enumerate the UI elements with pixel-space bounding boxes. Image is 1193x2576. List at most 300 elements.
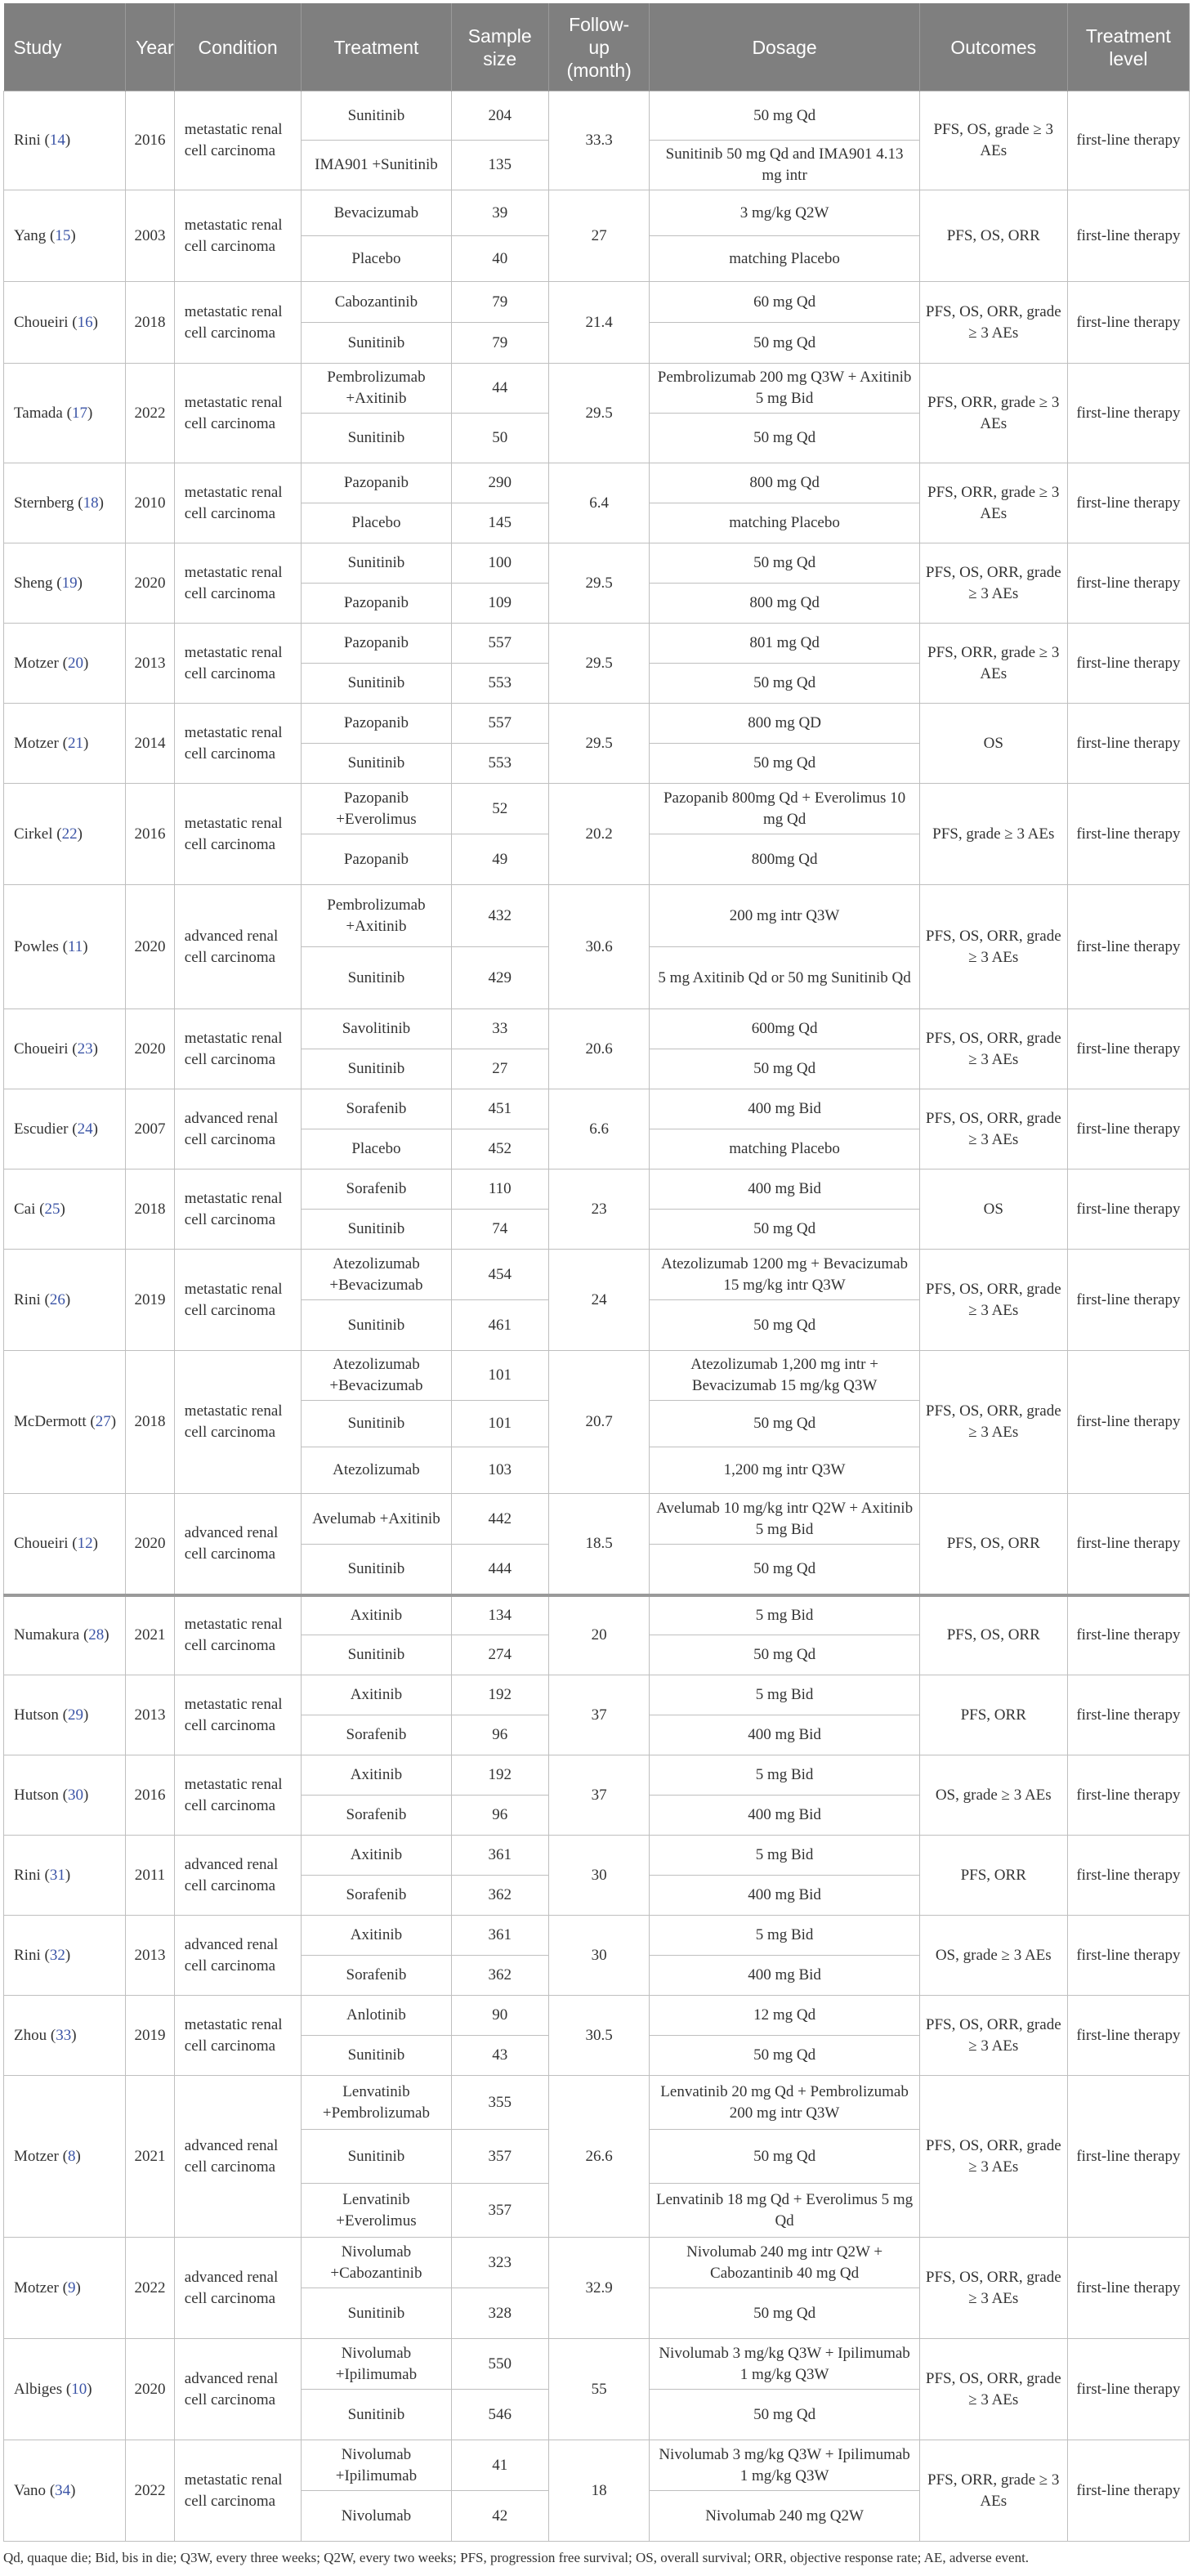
sample-size-cell: 44: [451, 364, 548, 414]
treatment-cell: Sunitinib: [302, 543, 451, 584]
year-cell: 2011: [126, 1836, 175, 1916]
reference-link[interactable]: 22: [61, 825, 78, 843]
dosage-cell: Avelumab 10 mg/kg intr Q2W + Axitinib 5 mg Bid: [650, 1494, 919, 1545]
year-cell: 2003: [126, 190, 175, 282]
reference-link[interactable]: 9: [67, 2279, 76, 2296]
header-dosage: Dosage: [650, 3, 919, 92]
reference-link[interactable]: 11: [67, 937, 83, 955]
dosage-cell: 50 mg Qd: [650, 1635, 919, 1675]
outcomes-cell: PFS, OS, ORR: [919, 190, 1067, 282]
study-cell: Rini (26): [4, 1250, 126, 1351]
outcomes-cell: PFS, OS, ORR, grade ≥ 3 AEs: [919, 2076, 1067, 2238]
treatment-cell: Sorafenib: [302, 1796, 451, 1836]
study-cell: Hutson (29): [4, 1675, 126, 1755]
treatment-cell: Sorafenib: [302, 1715, 451, 1755]
reference-link[interactable]: 14: [49, 132, 65, 149]
dosage-cell: Nivolumab 3 mg/kg Q3W + Ipilimumab 1 mg/kg Q3W: [650, 2339, 919, 2390]
treatment-level-cell: first-line therapy: [1067, 885, 1189, 1009]
follow-up-cell: 29.5: [548, 364, 650, 463]
sample-size-cell: 553: [451, 664, 548, 704]
study-author: Sternberg: [14, 494, 74, 512]
study-author: Albiges: [14, 2380, 63, 2398]
year-cell: 2016: [126, 784, 175, 885]
sample-size-cell: 41: [451, 2440, 548, 2491]
treatment-cell: Sorafenib: [302, 1089, 451, 1129]
treatment-cell: Sunitinib: [302, 2390, 451, 2440]
year-cell: 2020: [126, 1009, 175, 1089]
treatment-level-cell: first-line therapy: [1067, 1494, 1189, 1595]
treatment-cell: Pazopanib: [302, 624, 451, 664]
follow-up-cell: 30.6: [548, 885, 650, 1009]
dosage-cell: 5 mg Bid: [650, 1595, 919, 1635]
reference-link[interactable]: 31: [49, 1866, 65, 1884]
outcomes-cell: PFS, grade ≥ 3 AEs: [919, 784, 1067, 885]
sample-size-cell: 79: [451, 323, 548, 364]
dosage-cell: matching Placebo: [650, 503, 919, 543]
follow-up-cell: 20.7: [548, 1351, 650, 1494]
sample-size-cell: 74: [451, 1210, 548, 1250]
year-cell: 2010: [126, 463, 175, 543]
dosage-cell: Sunitinib 50 mg Qd and IMA901 4.13 mg intr: [650, 141, 919, 190]
dosage-cell: Lenvatinib 20 mg Qd + Pembrolizumab 200 mg intr Q3W: [650, 2076, 919, 2130]
header-year: Year: [126, 3, 175, 92]
treatment-level-cell: first-line therapy: [1067, 1250, 1189, 1351]
follow-up-cell: 20: [548, 1595, 650, 1675]
condition-cell: metastatic renal cell carcinoma: [174, 1595, 302, 1675]
condition-cell: metastatic renal cell carcinoma: [174, 92, 302, 190]
treatment-cell: Sunitinib: [302, 2288, 451, 2339]
dosage-cell: 200 mg intr Q3W: [650, 885, 919, 947]
sample-size-cell: 454: [451, 1250, 548, 1300]
follow-up-cell: 20.2: [548, 784, 650, 885]
reference-link[interactable]: 19: [61, 574, 78, 592]
sample-size-cell: 33: [451, 1009, 548, 1049]
treatment-cell: Anlotinib: [302, 1996, 451, 2036]
sample-size-cell: 103: [451, 1447, 548, 1494]
dosage-cell: 50 mg Qd: [650, 543, 919, 584]
reference-link[interactable]: 26: [49, 1290, 65, 1308]
treatment-cell: Sunitinib: [302, 664, 451, 704]
condition-cell: metastatic renal cell carcinoma: [174, 364, 302, 463]
condition-cell: advanced renal cell carcinoma: [174, 885, 302, 1009]
reference-link[interactable]: 12: [77, 1534, 93, 1552]
follow-up-cell: 32.9: [548, 2238, 650, 2339]
sample-size-cell: 96: [451, 1715, 548, 1755]
follow-up-cell: 6.4: [548, 463, 650, 543]
condition-cell: advanced renal cell carcinoma: [174, 1089, 302, 1169]
treatment-level-cell: first-line therapy: [1067, 92, 1189, 190]
year-cell: 2018: [126, 1351, 175, 1494]
follow-up-cell: 33.3: [548, 92, 650, 190]
reference-link[interactable]: 29: [67, 1706, 83, 1724]
treatment-cell: Bevacizumab: [302, 190, 451, 236]
treatment-level-cell: first-line therapy: [1067, 463, 1189, 543]
sample-size-cell: 109: [451, 584, 548, 624]
sample-size-cell: 101: [451, 1351, 548, 1401]
dosage-cell: Atezolizumab 1200 mg + Bevacizumab 15 mg/kg intr Q3W: [650, 1250, 919, 1300]
dosage-cell: 50 mg Qd: [650, 1300, 919, 1351]
reference-link[interactable]: 10: [71, 2380, 87, 2398]
reference-link[interactable]: 8: [67, 2147, 76, 2165]
reference-link[interactable]: 21: [67, 734, 83, 752]
table-row: [4, 364, 1190, 414]
follow-up-cell: 29.5: [548, 624, 650, 704]
sample-size-cell: 42: [451, 2491, 548, 2542]
dosage-cell: 400 mg Bid: [650, 1169, 919, 1210]
outcomes-cell: PFS, OS, ORR, grade ≥ 3 AEs: [919, 1351, 1067, 1494]
condition-cell: advanced renal cell carcinoma: [174, 2076, 302, 2238]
year-cell: 2013: [126, 624, 175, 704]
dosage-cell: 801 mg Qd: [650, 624, 919, 664]
treatment-level-cell: first-line therapy: [1067, 364, 1189, 463]
condition-cell: metastatic renal cell carcinoma: [174, 704, 302, 784]
dosage-cell: matching Placebo: [650, 236, 919, 282]
treatment-level-cell: first-line therapy: [1067, 704, 1189, 784]
study-author: Hutson: [14, 1706, 59, 1724]
reference-link[interactable]: 28: [88, 1626, 105, 1644]
follow-up-cell: 18: [548, 2440, 650, 2542]
study-author: Tamada: [14, 404, 63, 422]
condition-cell: advanced renal cell carcinoma: [174, 1916, 302, 1996]
outcomes-cell: OS: [919, 1169, 1067, 1250]
treatment-cell: Sunitinib: [302, 1049, 451, 1089]
dosage-cell: 60 mg Qd: [650, 282, 919, 323]
year-cell: 2021: [126, 2076, 175, 2238]
sample-size-cell: 328: [451, 2288, 548, 2339]
sample-size-cell: 290: [451, 463, 548, 503]
treatment-level-cell: first-line therapy: [1067, 1996, 1189, 2076]
treatment-level-cell: first-line therapy: [1067, 1675, 1189, 1755]
dosage-cell: Lenvatinib 18 mg Qd + Everolimus 5 mg Qd: [650, 2184, 919, 2238]
table-row: [4, 1836, 1190, 1876]
study-author: Rini: [14, 132, 41, 149]
treatment-cell: Pazopanib: [302, 704, 451, 744]
study-cell: Choueiri (12): [4, 1494, 126, 1595]
sample-size-cell: 40: [451, 236, 548, 282]
sample-size-cell: 362: [451, 1956, 548, 1996]
outcomes-cell: PFS, OS, grade ≥ 3 AEs: [919, 92, 1067, 190]
dosage-cell: Nivolumab 240 mg intr Q2W + Cabozantinib 40 mg Qd: [650, 2238, 919, 2288]
reference-link[interactable]: 23: [77, 1040, 93, 1058]
condition-cell: advanced renal cell carcinoma: [174, 2238, 302, 2339]
table-row: [4, 1169, 1190, 1210]
follow-up-cell: 20.6: [548, 1009, 650, 1089]
table-body: [4, 92, 1190, 2542]
follow-up-cell: 37: [548, 1675, 650, 1755]
study-cell: Cirkel (22): [4, 784, 126, 885]
sample-size-cell: 429: [451, 947, 548, 1009]
outcomes-cell: OS: [919, 704, 1067, 784]
study-cell: Cai (25): [4, 1169, 126, 1250]
table-row: [4, 1351, 1190, 1401]
treatment-cell: Atezolizumab +Bevacizumab: [302, 1351, 451, 1401]
year-cell: 2022: [126, 2440, 175, 2542]
outcomes-cell: PFS, OS, ORR, grade ≥ 3 AEs: [919, 2238, 1067, 2339]
study-author: Hutson: [14, 1786, 59, 1804]
treatment-cell: Sunitinib: [302, 947, 451, 1009]
outcomes-cell: PFS, ORR, grade ≥ 3 AEs: [919, 463, 1067, 543]
treatment-level-cell: first-line therapy: [1067, 1351, 1189, 1494]
study-cell: Powles (11): [4, 885, 126, 1009]
study-cell: Vano (34): [4, 2440, 126, 2542]
dosage-cell: 5 mg Bid: [650, 1675, 919, 1715]
reference-link[interactable]: 18: [83, 494, 99, 512]
sample-size-cell: 357: [451, 2184, 548, 2238]
study-cell: Numakura (28): [4, 1595, 126, 1675]
table-row: [4, 2339, 1190, 2390]
dosage-cell: 400 mg Bid: [650, 1796, 919, 1836]
follow-up-cell: 37: [548, 1755, 650, 1836]
study-cell: Zhou (33): [4, 1996, 126, 2076]
year-cell: 2013: [126, 1675, 175, 1755]
dosage-cell: 400 mg Bid: [650, 1876, 919, 1916]
study-cell: Choueiri (16): [4, 282, 126, 364]
year-cell: 2007: [126, 1089, 175, 1169]
treatment-cell: Pembrolizumab +Axitinib: [302, 364, 451, 414]
outcomes-cell: PFS, OS, ORR, grade ≥ 3 AEs: [919, 543, 1067, 624]
dosage-cell: Nivolumab 240 mg Q2W: [650, 2491, 919, 2542]
table-row: [4, 1089, 1190, 1129]
condition-cell: metastatic renal cell carcinoma: [174, 1675, 302, 1755]
sample-size-cell: 50: [451, 414, 548, 463]
condition-cell: metastatic renal cell carcinoma: [174, 1009, 302, 1089]
sample-size-cell: 361: [451, 1836, 548, 1876]
treatment-level-cell: first-line therapy: [1067, 2238, 1189, 2339]
reference-link[interactable]: 20: [67, 654, 83, 672]
year-cell: 2018: [126, 282, 175, 364]
reference-link[interactable]: 32: [49, 1946, 65, 1964]
study-author: Motzer: [14, 2279, 59, 2296]
study-author: Cai: [14, 1200, 36, 1218]
condition-cell: metastatic renal cell carcinoma: [174, 463, 302, 543]
treatment-level-cell: first-line therapy: [1067, 190, 1189, 282]
treatment-level-cell: first-line therapy: [1067, 2339, 1189, 2440]
header-treatment-level: Treatment level: [1067, 3, 1189, 92]
treatment-cell: Axitinib: [302, 1916, 451, 1956]
sample-size-cell: 192: [451, 1675, 548, 1715]
table-row: [4, 1494, 1190, 1545]
dosage-cell: 50 mg Qd: [650, 2390, 919, 2440]
treatment-cell: Nivolumab: [302, 2491, 451, 2542]
reference-link[interactable]: 30: [67, 1786, 83, 1804]
dosage-cell: 50 mg Qd: [650, 414, 919, 463]
table-row: [4, 784, 1190, 834]
sample-size-cell: 100: [451, 543, 548, 584]
studies-table: [3, 3, 1190, 2542]
study-cell: McDermott (27): [4, 1351, 126, 1494]
study-cell: Hutson (30): [4, 1755, 126, 1836]
reference-link[interactable]: 16: [77, 313, 93, 331]
year-cell: 2020: [126, 2339, 175, 2440]
sample-size-cell: 557: [451, 704, 548, 744]
header-outcomes: Outcomes: [919, 3, 1067, 92]
table-row: [4, 2238, 1190, 2288]
dosage-cell: 3 mg/kg Q2W: [650, 190, 919, 236]
reference-link[interactable]: 33: [56, 2026, 72, 2044]
treatment-cell: Sorafenib: [302, 1876, 451, 1916]
outcomes-cell: PFS, ORR: [919, 1675, 1067, 1755]
condition-cell: metastatic renal cell carcinoma: [174, 624, 302, 704]
sample-size-cell: 192: [451, 1755, 548, 1796]
condition-cell: metastatic renal cell carcinoma: [174, 190, 302, 282]
treatment-level-cell: first-line therapy: [1067, 1836, 1189, 1916]
dosage-cell: 50 mg Qd: [650, 1049, 919, 1089]
follow-up-cell: 55: [548, 2339, 650, 2440]
treatment-cell: Placebo: [302, 503, 451, 543]
treatment-cell: Axitinib: [302, 1836, 451, 1876]
reference-link[interactable]: 34: [55, 2481, 71, 2499]
sample-size-cell: 362: [451, 1876, 548, 1916]
condition-cell: metastatic renal cell carcinoma: [174, 282, 302, 364]
outcomes-cell: PFS, OS, ORR, grade ≥ 3 AEs: [919, 885, 1067, 1009]
treatment-cell: Sunitinib: [302, 1300, 451, 1351]
study-cell: Motzer (21): [4, 704, 126, 784]
table-row: [4, 190, 1190, 236]
outcomes-cell: PFS, ORR, grade ≥ 3 AEs: [919, 2440, 1067, 2542]
treatment-cell: Placebo: [302, 1129, 451, 1169]
reference-link[interactable]: 15: [55, 226, 71, 244]
sample-size-cell: 52: [451, 784, 548, 834]
table-row: [4, 1250, 1190, 1300]
sample-size-cell: 461: [451, 1300, 548, 1351]
treatment-cell: Atezolizumab +Bevacizumab: [302, 1250, 451, 1300]
dosage-cell: 400 mg Bid: [650, 1956, 919, 1996]
dosage-cell: 50 mg Qd: [650, 92, 919, 141]
treatment-level-cell: first-line therapy: [1067, 784, 1189, 885]
outcomes-cell: PFS, ORR: [919, 1836, 1067, 1916]
reference-link[interactable]: 25: [44, 1200, 60, 1218]
table-row: [4, 2076, 1190, 2130]
follow-up-cell: 26.6: [548, 2076, 650, 2238]
study-author: Escudier: [14, 1120, 69, 1138]
study-author: Motzer: [14, 2147, 59, 2165]
follow-up-cell: 30.5: [548, 1996, 650, 2076]
condition-cell: advanced renal cell carcinoma: [174, 2339, 302, 2440]
treatment-level-cell: first-line therapy: [1067, 1169, 1189, 1250]
treatment-cell: Sunitinib: [302, 1401, 451, 1447]
table-row: [4, 1595, 1190, 1635]
header-treatment: Treatment: [302, 3, 451, 92]
sample-size-cell: 39: [451, 190, 548, 236]
outcomes-cell: PFS, OS, ORR, grade ≥ 3 AEs: [919, 1996, 1067, 2076]
study-cell: Sheng (19): [4, 543, 126, 624]
table-row: [4, 1009, 1190, 1049]
dosage-cell: 5 mg Axitinib Qd or 50 mg Sunitinib Qd: [650, 947, 919, 1009]
table-row: [4, 1996, 1190, 2036]
outcomes-cell: OS, grade ≥ 3 AEs: [919, 1916, 1067, 1996]
reference-link[interactable]: 17: [71, 404, 87, 422]
reference-link[interactable]: 27: [95, 1413, 111, 1430]
sample-size-cell: 49: [451, 834, 548, 885]
dosage-cell: 12 mg Qd: [650, 1996, 919, 2036]
condition-cell: metastatic renal cell carcinoma: [174, 784, 302, 885]
condition-cell: metastatic renal cell carcinoma: [174, 543, 302, 624]
treatment-level-cell: first-line therapy: [1067, 2440, 1189, 2542]
sample-size-cell: 323: [451, 2238, 548, 2288]
follow-up-cell: 30: [548, 1916, 650, 1996]
study-author: Rini: [14, 1866, 41, 1884]
study-cell: Choueiri (23): [4, 1009, 126, 1089]
header-row: [4, 3, 1190, 92]
treatment-level-cell: first-line therapy: [1067, 1009, 1189, 1089]
dosage-cell: Nivolumab 3 mg/kg Q3W + Ipilimumab 1 mg/kg Q3W: [650, 2440, 919, 2491]
study-cell: Sternberg (18): [4, 463, 126, 543]
follow-up-cell: 6.6: [548, 1089, 650, 1169]
study-cell: Rini (32): [4, 1916, 126, 1996]
outcomes-cell: PFS, ORR, grade ≥ 3 AEs: [919, 364, 1067, 463]
dosage-cell: 800 mg QD: [650, 704, 919, 744]
sample-size-cell: 550: [451, 2339, 548, 2390]
treatment-cell: Pazopanib: [302, 584, 451, 624]
outcomes-cell: PFS, OS, ORR: [919, 1494, 1067, 1595]
year-cell: 2022: [126, 364, 175, 463]
sample-size-cell: 452: [451, 1129, 548, 1169]
study-author: Powles: [14, 937, 59, 955]
follow-up-cell: 27: [548, 190, 650, 282]
condition-cell: metastatic renal cell carcinoma: [174, 1996, 302, 2076]
treatment-level-cell: first-line therapy: [1067, 1755, 1189, 1836]
dosage-cell: 400 mg Bid: [650, 1715, 919, 1755]
dosage-cell: Pembrolizumab 200 mg Q3W + Axitinib 5 mg Bid: [650, 364, 919, 414]
year-cell: 2016: [126, 1755, 175, 1836]
table-row: [4, 704, 1190, 744]
dosage-cell: 400 mg Bid: [650, 1089, 919, 1129]
study-cell: Motzer (8): [4, 2076, 126, 2238]
year-cell: 2020: [126, 1494, 175, 1595]
follow-up-cell: 18.5: [548, 1494, 650, 1595]
year-cell: 2020: [126, 543, 175, 624]
sample-size-cell: 442: [451, 1494, 548, 1545]
sample-size-cell: 557: [451, 624, 548, 664]
condition-cell: advanced renal cell carcinoma: [174, 1494, 302, 1595]
study-author: Rini: [14, 1946, 41, 1964]
year-cell: 2019: [126, 1996, 175, 2076]
sample-size-cell: 110: [451, 1169, 548, 1210]
treatment-cell: Pazopanib +Everolimus: [302, 784, 451, 834]
treatment-cell: Nivolumab +Cabozantinib: [302, 2238, 451, 2288]
year-cell: 2013: [126, 1916, 175, 1996]
dosage-cell: 50 mg Qd: [650, 1401, 919, 1447]
outcomes-cell: PFS, OS, ORR, grade ≥ 3 AEs: [919, 282, 1067, 364]
table-row: [4, 543, 1190, 584]
sample-size-cell: 361: [451, 1916, 548, 1956]
treatment-cell: Nivolumab +Ipilimumab: [302, 2440, 451, 2491]
sample-size-cell: 432: [451, 885, 548, 947]
study-author: Cirkel: [14, 825, 53, 843]
study-cell: Rini (14): [4, 92, 126, 190]
year-cell: 2018: [126, 1169, 175, 1250]
follow-up-cell: 30: [548, 1836, 650, 1916]
year-cell: 2021: [126, 1595, 175, 1675]
treatment-cell: Sunitinib: [302, 2130, 451, 2184]
sample-size-cell: 444: [451, 1545, 548, 1595]
sample-size-cell: 79: [451, 282, 548, 323]
treatment-cell: Axitinib: [302, 1755, 451, 1796]
follow-up-cell: 21.4: [548, 282, 650, 364]
treatment-cell: IMA901 +Sunitinib: [302, 141, 451, 190]
treatment-cell: Sunitinib: [302, 1210, 451, 1250]
sample-size-cell: 134: [451, 1595, 548, 1635]
condition-cell: metastatic renal cell carcinoma: [174, 1169, 302, 1250]
treatment-cell: Avelumab +Axitinib: [302, 1494, 451, 1545]
treatment-cell: Placebo: [302, 236, 451, 282]
condition-cell: metastatic renal cell carcinoma: [174, 2440, 302, 2542]
table-row: [4, 1755, 1190, 1796]
study-author: Motzer: [14, 654, 59, 672]
treatment-cell: Sunitinib: [302, 1545, 451, 1595]
treatment-cell: Pazopanib: [302, 463, 451, 503]
reference-link[interactable]: 24: [77, 1120, 93, 1138]
